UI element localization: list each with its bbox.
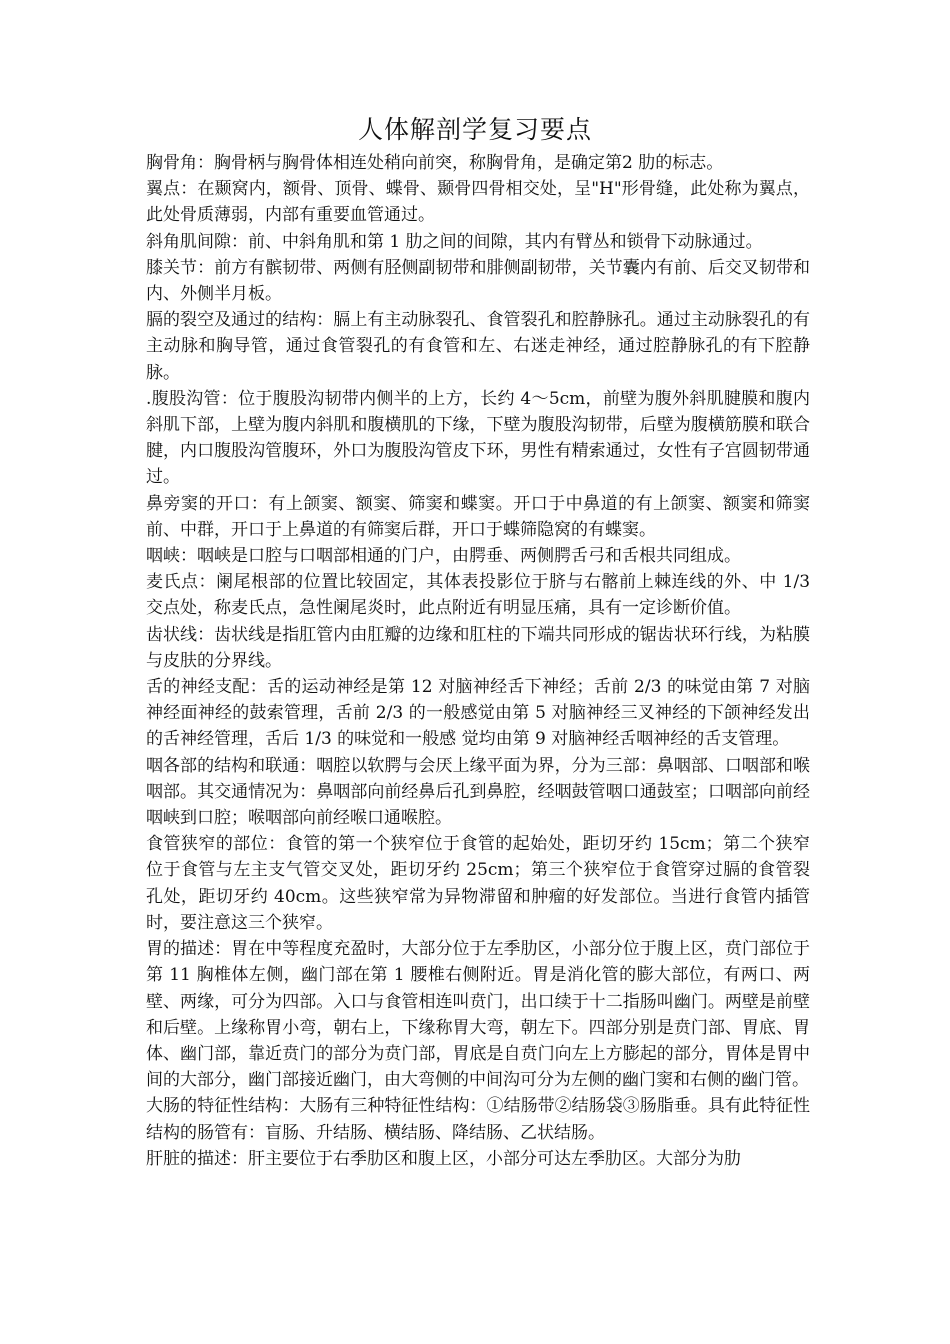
entry-text: 有上颌窦、额窦、筛窦和蝶窦。开口于中鼻道的有上颌窦、额窦和筛窦前、中群，开口于上鼻道的有筛窦后群，开口于蝶筛隐窝的有蝶窦。 (146, 493, 810, 540)
entry-term: 食管狭窄的部位： (146, 834, 286, 855)
entry-paragraph (146, 831, 810, 936)
entry-text: 咽峡是口腔与口咽部相通的门户，由腭垂、两侧腭舌弓和舌根共同组成。 (197, 546, 741, 567)
entry-term: 麦氏点： (146, 572, 217, 593)
entry-paragraph (146, 1146, 810, 1172)
entry-paragraph (146, 543, 810, 569)
document-title: 人体解剖学复习要点 (357, 115, 592, 144)
entry-text: 膈上有主动脉裂孔、食管裂孔和腔静脉孔。通过主动脉裂孔的有主动脉和胸导管，通过食管裂孔的有食管和左、右迷走神经，通过腔静脉孔的有下腔静脉。 (146, 310, 811, 383)
entry-text: 咽腔以软腭与会厌上缘平面为界，分为三部：鼻咽部、口咽部和喉咽部。其交通情况为：鼻咽部向前经鼻后孔到鼻腔，经咽鼓管咽口通鼓室；口咽部向前经咽峡到口腔；喉咽部向前经喉口通喉腔。 (146, 755, 811, 829)
entry-paragraph (146, 753, 810, 832)
entry-text: 舌的运动神经是第 12 对脑神经舌下神经；舌前 2/3 的味觉由第 7 对脑神经面神经的鼓索管理，舌前 2/3 的一般感觉由第 5 对脑神经三叉神经的下颌神经发出的舌神经管理，舌后 1/3 的味觉和一般感 觉均由第 9 对脑神经舌咽神经的舌支管理。 (146, 677, 810, 750)
entry-text: 肝主要位于右季肋区和腹上区，小部分可达左季肋区。大部分为肋 (248, 1148, 741, 1169)
entry-paragraph (146, 150, 810, 176)
entry-text: 阑尾根部的位置比较固定，其体表投影位于脐与右髂前上棘连线的外、中 1/3 交点处，称麦氏点，急性阑尾炎时，此点附近有明显压痛，具有一定诊断价值。 (146, 572, 811, 619)
entry-paragraph (146, 491, 810, 543)
entry-text: 前方有髌韧带、两侧有胫侧副韧带和腓侧副韧带，关节囊内有前、后交叉韧带和内、外侧半月板。 (146, 257, 811, 305)
entry-text: 前、中斜角肌和第 1 肋之间的间隙，其内有臂丛和锁骨下动脉通过。 (248, 231, 763, 252)
entry-text: 位于腹股沟韧带内侧半的上方，长约 4～5cm，前壁为腹外斜肌腱膜和腹内斜肌下部，上壁为腹内斜肌和腹横肌的下缘，下壁为腹股沟韧带，后壁为腹横筋膜和联合腱，内口腹股沟管腹环，外口为腹股沟管皮下环，男性有精索通过，女性有子宫圆韧带通过。 (146, 388, 811, 488)
entry-term: .腹股沟管： (146, 388, 239, 409)
entry-paragraph (146, 1093, 810, 1145)
document-body (146, 150, 810, 1172)
entry-term: 咽峡： (146, 546, 197, 567)
entry-text: 胃在中等程度充盈时，大部分位于左季肋区，小部分位于腹上区，贲门部位于第 11 胸椎体左侧，幽门部在第 1 腰椎右侧附近。胃是消化管的膨大部位，有两口、两壁、两缘，可分为四部。入口与食管相连叫贲门，出口续于十二指肠叫幽门。两壁是前壁和后壁。上缘称胃小弯，朝右上，下缘称胃大弯，朝左下。四部分别是贲门部、胃底、胃体、幽门部，靠近贲门的部分为贲门部，胃底是自贲门向左上方膨起的部分，胃体是胃中间的大部分，幽门部接近幽门，由大弯侧的中间沟可分为左侧的幽门窦和右侧的幽门管。 (146, 939, 811, 1091)
entry-term: 膝关节： (146, 257, 215, 278)
entry-term: 肝脏的描述： (146, 1148, 248, 1169)
entry-term: 胃的描述： (146, 939, 232, 960)
entry-paragraph (146, 307, 810, 386)
entry-term: 斜角肌间隙： (146, 231, 248, 252)
entry-term: 膈的裂空及通过的结构： (146, 310, 334, 331)
entry-paragraph (146, 176, 810, 228)
entry-term: 齿状线： (146, 624, 215, 645)
entry-term: 胸骨角： (146, 153, 214, 173)
entry-text: 齿状线是指肛管内由肛瓣的边缘和肛柱的下端共同形成的锯齿状环行线，为粘膜与皮肤的分界线。 (146, 624, 811, 671)
entry-text: 食管的第一个狭窄位于食管的起始处，距切牙约 15cm；第二个狭窄位于食管与左主支气管交叉处，距切牙约 25cm；第三个狭窄位于食管穿过膈的食管裂孔处，距切牙约 40cm。这些狭窄常为异物滞留和肿瘤的好发部位。当进行食管内插管时，要注意这三个狭窄。 (146, 834, 810, 933)
entry-paragraph (146, 569, 810, 621)
entry-paragraph (146, 255, 810, 307)
entry-paragraph (146, 622, 810, 674)
entry-paragraph (146, 936, 810, 1093)
entry-text: 胸骨柄与胸骨体相连处稍向前突，称胸骨角，是确定第2 肋的标志。 (214, 153, 724, 173)
entry-term: 舌的神经支配： (146, 677, 267, 698)
entry-term: 大肠的特征性结构： (146, 1096, 300, 1117)
entry-term: 翼点： (146, 179, 198, 200)
entry-term: 咽各部的结构和联通： (146, 755, 317, 776)
entry-paragraph (146, 229, 810, 255)
entry-paragraph (146, 386, 810, 491)
entry-text: 在颞窝内，额骨、顶骨、蝶骨、颞骨四骨相交处，呈"H"形骨缝，此处称为翼点，此处骨质薄弱，内部有重要血管通过。 (146, 179, 811, 226)
entry-paragraph (146, 674, 810, 753)
entry-text: 大肠有三种特征性结构：①结肠带②结肠袋③肠脂垂。具有此特征性结构的肠管有：盲肠、升结肠、横结肠、降结肠、乙状结肠。 (146, 1096, 811, 1143)
entry-term: 鼻旁窦的开口： (146, 493, 269, 514)
